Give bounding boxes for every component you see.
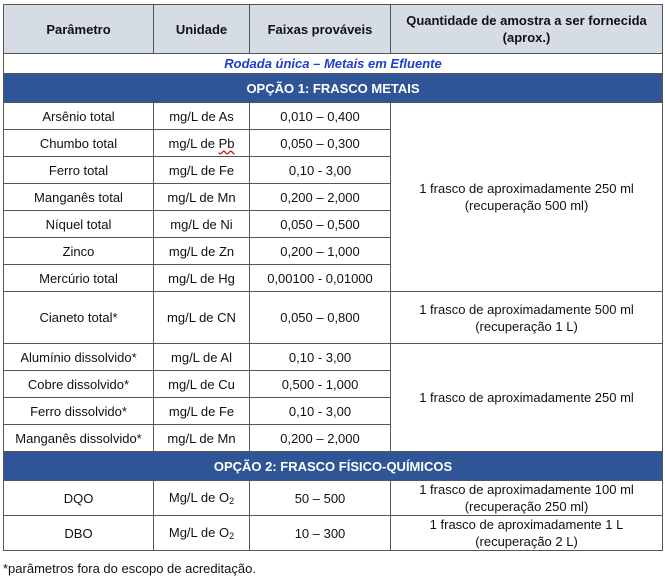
unit-cell: mg/L de As (154, 103, 250, 130)
unit-cell: mg/L de Hg (154, 265, 250, 292)
rodada-row (4, 54, 663, 74)
param-cell: DQO (4, 481, 154, 516)
range-cell: 0,050 – 0,800 (250, 292, 391, 344)
footnote: *parâmetros fora do escopo de acreditação. (3, 561, 256, 576)
range-cell: 0,500 - 1,000 (250, 371, 391, 398)
range-cell: 0,050 – 0,500 (250, 211, 391, 238)
qty-cell-group1 (391, 103, 663, 292)
table-row (4, 103, 663, 130)
param-cell: Alumínio dissolvido* (4, 344, 154, 371)
range-cell: 0,200 – 2,000 (250, 184, 391, 211)
table-row (4, 516, 663, 551)
param-cell: Cianeto total* (4, 292, 154, 344)
header-row (4, 5, 663, 54)
opcao2-title: OPÇÃO 2: FRASCO FÍSICO-QUÍMICOS (4, 452, 663, 481)
unit-text: Mg/L de O (168, 525, 230, 540)
qty-line: 1 frasco de aproximadamente 250 ml (419, 181, 634, 196)
rodada-title: Rodada única – Metais em Efluente (4, 54, 663, 74)
range-cell: 0,10 - 3,00 (250, 398, 391, 425)
unit-cell: mg/L de Fe (154, 398, 250, 425)
param-cell: Cobre dissolvido* (4, 371, 154, 398)
unit-subscript: 2 (229, 496, 235, 506)
range-cell: 0,10 - 3,00 (250, 344, 391, 371)
qty-cell-group2: 1 frasco de aproximadamente 250 ml (391, 344, 663, 452)
unit-cell: mg/L de Zn (154, 238, 250, 265)
unit-cell: mg/L de Mn (154, 425, 250, 452)
qty-line: 1 frasco de aproximadamente 500 ml (419, 301, 634, 317)
qty-line: (recuperação 1 L) (475, 318, 578, 334)
qty-line: (recuperação 500 ml) (464, 198, 589, 213)
unit-text: mg/L de (168, 135, 219, 151)
qty-line: (recuperação 2 L) (475, 534, 578, 549)
opcao1-title: OPÇÃO 1: FRASCO METAIS (4, 74, 663, 103)
range-cell: 50 – 500 (250, 481, 391, 516)
sample-table (3, 4, 663, 551)
range-cell: 10 – 300 (250, 516, 391, 551)
header-unit: Unidade (154, 5, 250, 54)
qty-line: 1 frasco de aproximadamente 1 L (429, 517, 624, 532)
unit-cell: mg/L de Al (154, 344, 250, 371)
opcao1-row (4, 74, 663, 103)
table-row (4, 292, 663, 344)
qty-cell-cn (391, 292, 663, 344)
unit-cell: mg/L de Fe (154, 157, 250, 184)
param-cell: Mercúrio total (4, 265, 154, 292)
range-cell: 0,200 – 1,000 (250, 238, 391, 265)
param-cell: Zinco (4, 238, 154, 265)
unit-cell: mg/L de Ni (154, 211, 250, 238)
qty-cell (391, 481, 663, 516)
range-cell: 0,00100 - 0,01000 (250, 265, 391, 292)
unit-cell: mg/L de CN (154, 292, 250, 344)
param-cell: Chumbo total (4, 130, 154, 157)
param-cell: Manganês dissolvido* (4, 425, 154, 452)
header-qty: Quantidade de amostra a ser fornecida (aprox.) (391, 5, 663, 54)
qty-line: 1 frasco de aproximadamente 100 ml (419, 482, 634, 497)
unit-cell: mg/L de Cu (154, 371, 250, 398)
param-cell: Manganês total (4, 184, 154, 211)
unit-cell (154, 130, 250, 157)
qty-cell (391, 516, 663, 551)
table-row (4, 481, 663, 516)
param-cell: Arsênio total (4, 103, 154, 130)
unit-symbol: Pb (218, 135, 235, 151)
unit-text: Mg/L de O (168, 490, 230, 505)
unit-cell (154, 481, 250, 516)
range-cell: 0,200 – 2,000 (250, 425, 391, 452)
range-cell: 0,10 - 3,00 (250, 157, 391, 184)
unit-cell: mg/L de Mn (154, 184, 250, 211)
param-cell: Ferro dissolvido* (4, 398, 154, 425)
range-cell: 0,050 – 0,300 (250, 130, 391, 157)
unit-cell (154, 516, 250, 551)
header-range: Faixas prováveis (250, 5, 391, 54)
param-cell: Níquel total (4, 211, 154, 238)
unit-subscript: 2 (229, 531, 235, 541)
param-cell: Ferro total (4, 157, 154, 184)
opcao2-row (4, 452, 663, 481)
header-param: Parâmetro (4, 5, 154, 54)
qty-line: (recuperação 250 ml) (464, 499, 589, 514)
range-cell: 0,010 – 0,400 (250, 103, 391, 130)
param-cell: DBO (4, 516, 154, 551)
table-row (4, 344, 663, 371)
